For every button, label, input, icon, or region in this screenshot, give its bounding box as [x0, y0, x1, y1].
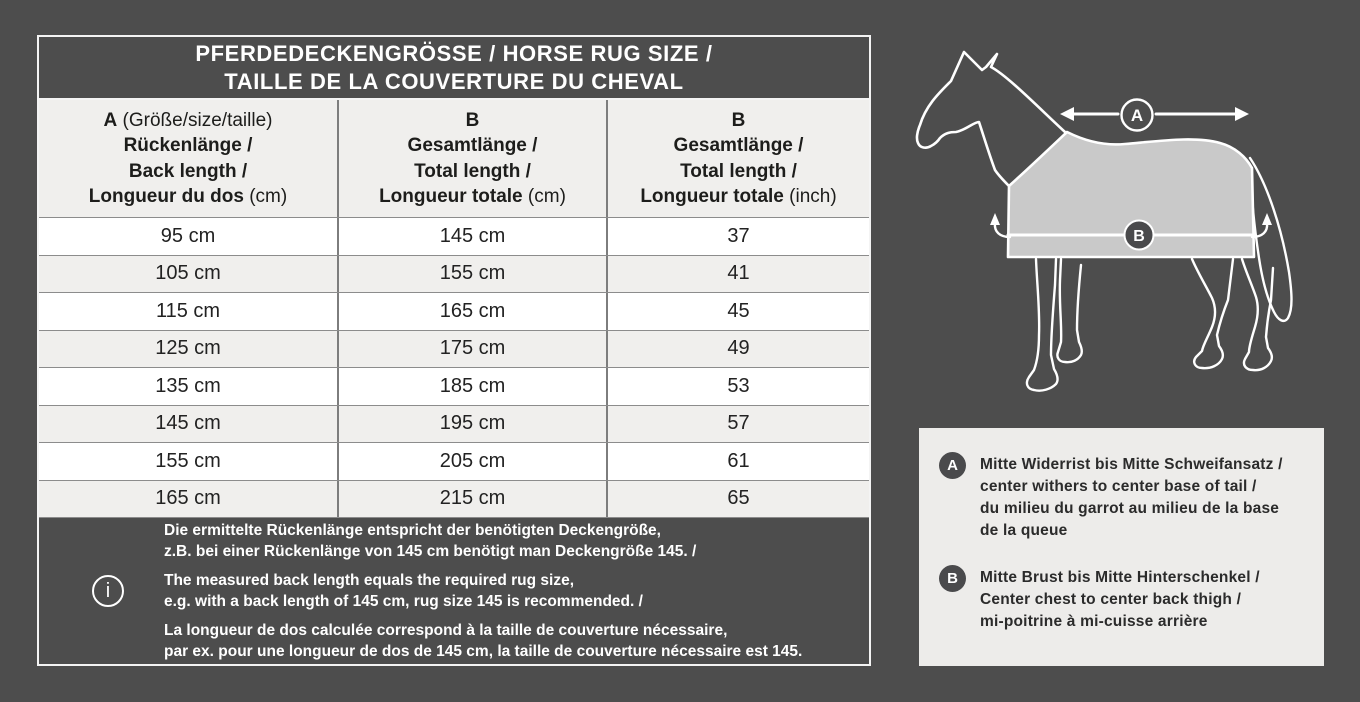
header-line: Rückenlänge /	[123, 135, 253, 156]
footnote-line: Die ermittelte Rückenlänge entspricht der benötigten Deckengröße,	[164, 522, 661, 539]
column-header-back-length	[39, 100, 337, 217]
table-body	[39, 218, 869, 518]
measure-a-label: A	[1130, 106, 1144, 125]
table-cell: 41	[606, 256, 869, 293]
table-cell: 57	[606, 406, 869, 443]
legend-badge-b: B	[939, 565, 966, 592]
table-cell: 125 cm	[155, 337, 221, 360]
header-line: Back length /	[128, 160, 248, 182]
table-row	[39, 331, 869, 369]
horse-hind-legs-outline	[1192, 259, 1273, 370]
table-cell: 49	[606, 331, 869, 368]
table-title	[39, 37, 869, 100]
table-cell: 53	[606, 368, 869, 405]
table-cell: 175 cm	[337, 331, 606, 368]
table-cell: 145 cm	[155, 412, 221, 435]
table-header-row	[39, 100, 869, 218]
legend-item-a	[939, 454, 1306, 542]
footnote-paragraph-en	[164, 570, 802, 612]
table-cell: 185 cm	[337, 368, 606, 405]
legend-line: mi-poitrine à mi-cuisse arrière	[980, 613, 1208, 630]
footnote-line: z.B. bei einer Rückenlänge von 145 cm benötigt man Deckengröße 145. /	[164, 543, 697, 560]
footnote-paragraph-fr	[164, 620, 802, 662]
measure-a-left-arrowhead	[1060, 107, 1074, 121]
table-cell: 65	[606, 481, 869, 518]
table-cell: 145 cm	[337, 218, 606, 255]
table-cell: 115 cm	[155, 299, 221, 322]
info-icon: i	[92, 575, 124, 607]
table-cell: 61	[606, 443, 869, 480]
table-cell: 155 cm	[337, 256, 606, 293]
table-row	[39, 368, 869, 406]
header-line: Longueur du dos (cm)	[88, 186, 288, 207]
table-cell: 45	[606, 293, 869, 330]
table-cell: 195 cm	[337, 406, 606, 443]
header-line: Total length /	[680, 160, 797, 182]
table-cell: 37	[606, 218, 869, 255]
table-title-line2: TAILLE DE LA COUVERTURE DU CHEVAL	[224, 68, 684, 94]
legend-item-b	[939, 567, 1306, 633]
footnote-paragraph-de	[164, 520, 802, 562]
header-line: Total length /	[414, 160, 531, 182]
horse-measurement-diagram	[890, 10, 1360, 420]
legend-line: de la queue	[980, 522, 1068, 539]
table-cell: 205 cm	[337, 443, 606, 480]
table-row	[39, 443, 869, 481]
footnote-line: e.g. with a back length of 145 cm, rug size 145 is recommended. /	[164, 593, 643, 610]
legend-line: Mitte Widerrist bis Mitte Schweifansatz /	[980, 456, 1283, 473]
table-cell: 95 cm	[160, 224, 216, 247]
footnote-line: par ex. pour une longueur de dos de 145 cm, la taille de couverture nécessaire est 145.	[164, 643, 803, 660]
hem-right-arrowhead	[1262, 213, 1272, 225]
table-cell: 165 cm	[337, 293, 606, 330]
footnote-text	[164, 520, 802, 662]
header-line: Longueur totale (cm)	[379, 186, 566, 207]
table-row	[39, 218, 869, 256]
legend-line: du milieu du garrot au milieu de la base	[980, 500, 1280, 517]
header-line: Gesamtlänge /	[407, 135, 538, 156]
table-row	[39, 256, 869, 294]
footnote-line: La longueur de dos calculée correspond à la taille de couverture nécessaire,	[164, 622, 728, 639]
table-cell: 155 cm	[155, 449, 221, 472]
table-cell: 135 cm	[155, 374, 221, 397]
header-line: A (Größe/size/taille)	[103, 109, 273, 131]
measurement-legend	[919, 428, 1324, 666]
footnote-line: The measured back length equals the required rug size,	[164, 572, 575, 589]
table-footnote	[39, 518, 869, 664]
legend-text-b	[980, 567, 1260, 633]
table-row	[39, 406, 869, 444]
header-line: Gesamtlänge /	[673, 135, 804, 156]
header-line: Longueur totale (inch)	[640, 186, 837, 207]
column-header-total-length-inch	[606, 100, 869, 217]
hem-left-arrowhead	[990, 213, 1000, 225]
size-table	[37, 35, 871, 666]
table-cell: 215 cm	[337, 481, 606, 518]
measure-b-label: B	[1133, 228, 1145, 245]
legend-line: center withers to center base of tail /	[980, 478, 1257, 495]
legend-line: Center chest to center back thigh /	[980, 591, 1242, 608]
horse-front-legs-outline	[1027, 259, 1082, 391]
legend-text-a	[980, 454, 1283, 542]
table-row	[39, 481, 869, 519]
column-header-total-length-cm	[337, 100, 606, 217]
legend-badge-a: A	[939, 452, 966, 479]
table-cell: 165 cm	[155, 487, 221, 510]
measure-a-right-arrowhead	[1235, 107, 1249, 121]
legend-line: Mitte Brust bis Mitte Hinterschenkel /	[980, 569, 1260, 586]
table-row	[39, 293, 869, 331]
table-cell: 105 cm	[155, 262, 221, 285]
header-line: B	[465, 109, 480, 131]
header-line: B	[731, 109, 746, 131]
table-title-line1: PFERDEDECKENGRÖSSE / HORSE RUG SIZE /	[195, 40, 713, 66]
